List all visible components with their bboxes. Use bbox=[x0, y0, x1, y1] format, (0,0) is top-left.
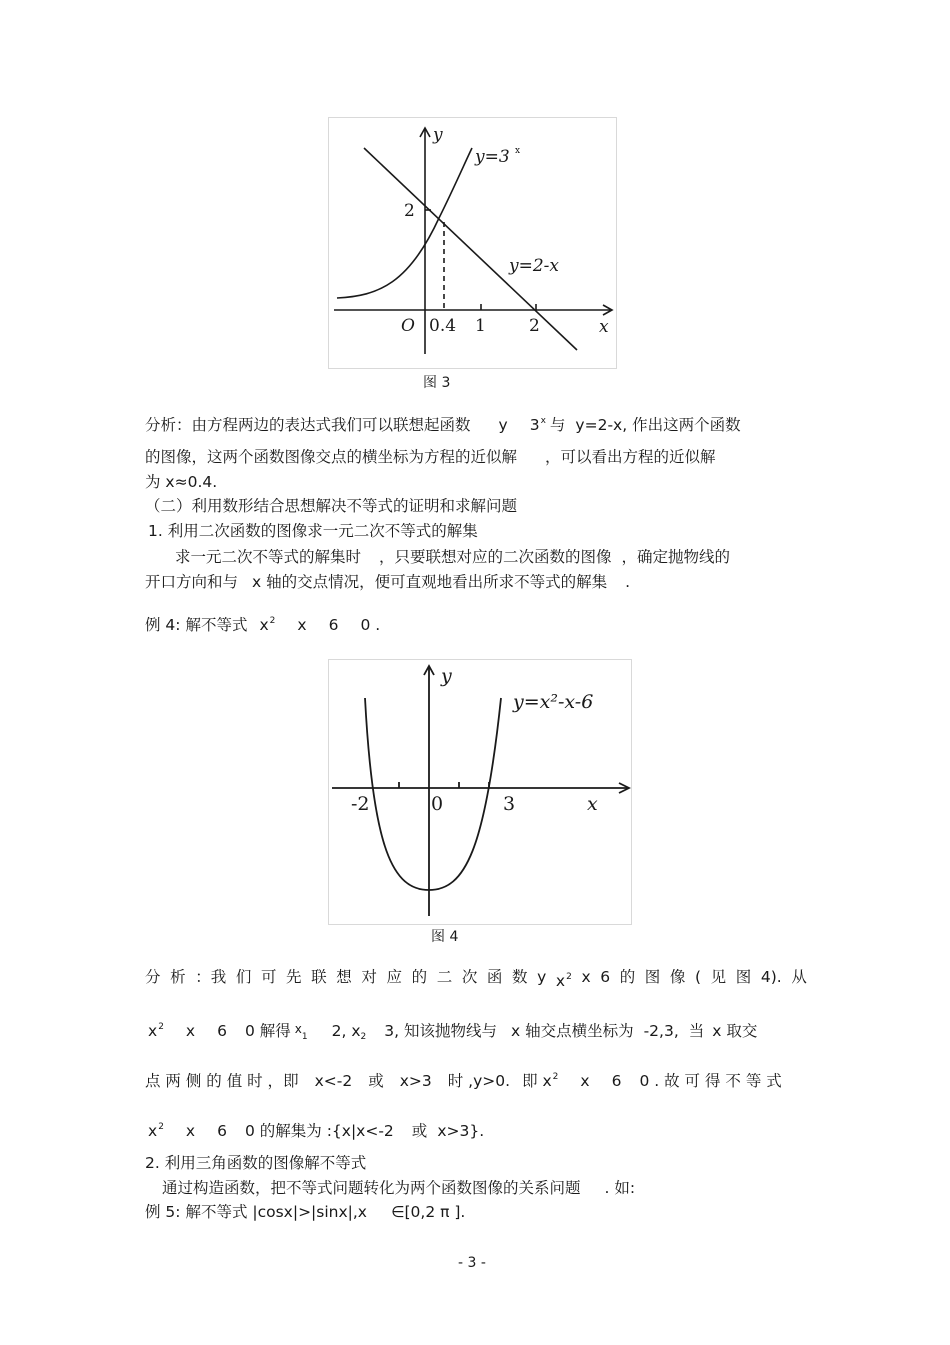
fig3-tick-2x: 2 bbox=[529, 316, 540, 336]
section-heading: （二）利用数形结合思想解决不等式的证明和求解问题 bbox=[145, 497, 518, 515]
para1-line2: 的图像，这两个函数图像交点的横坐标为方程的近似解 ，可以看出方程的近似解 bbox=[145, 448, 716, 466]
para2-line4: $x^2$ x 6 0 的解集为 :{x|x<-2 或 x>3}. bbox=[148, 1122, 485, 1140]
fig4-y-label: y bbox=[441, 665, 452, 687]
fig3-curve-label: y=3 bbox=[475, 147, 510, 167]
fig3-tick-2y: 2 bbox=[404, 201, 415, 221]
figure-3 bbox=[328, 117, 617, 369]
para1-line3: 为 x≈0.4. bbox=[145, 473, 218, 491]
fig4-x-label: x bbox=[587, 793, 598, 815]
line-y-2-x bbox=[364, 148, 577, 350]
para2-line3: 点 两 侧 的 值 时 ，即 x<-2 或 x>3 时 ,y>0. 即 $x^2$ x 6 0 . 故 可 得 不 等 式 bbox=[145, 1072, 782, 1090]
subheading-2: 2. 利用三角函数的图像解不等式 bbox=[145, 1154, 367, 1172]
fig4-curve-label: y=x²-x-6 bbox=[513, 691, 594, 713]
example-4: 例 4: 解不等式 $x^2$ x 6 0 . bbox=[145, 616, 381, 634]
fig4-tick-3: 3 bbox=[503, 793, 516, 815]
curve-y-3x bbox=[337, 148, 472, 298]
fig3-origin: O bbox=[401, 316, 415, 336]
fig4-tick-0: 0 bbox=[431, 793, 444, 815]
figure-3-caption: 图 3 bbox=[423, 375, 451, 391]
example-5: 例 5: 解不等式 |cosx|>|sinx|,x ∈[0,2 π ]. bbox=[145, 1203, 466, 1221]
para2-line2: $x^2$ x 6 0 解得 $x_1$ 2, $x_2$ 3, 知该抛物线与 x 轴交点横坐标为 -2,3, 当 x 取交 bbox=[148, 1022, 758, 1042]
fig3-tick-1: 1 bbox=[475, 316, 486, 336]
fig3-curve-exp: x bbox=[515, 146, 521, 156]
figure-4-caption: 图 4 bbox=[431, 929, 459, 945]
body-line2: 开口方向和与 x 轴的交点情况，便可直观地看出所求不等式的解集 . bbox=[145, 573, 631, 591]
fig3-line-label: y=2-x bbox=[509, 256, 559, 276]
body-line1: 求一元二次不等式的解集时 ，只要联想对应的二次函数的图像 ，确定抛物线的 bbox=[175, 548, 731, 566]
figure-4 bbox=[328, 659, 632, 925]
para1-line1: 分析：由方程两边的表达式我们可以联想起函数 y 3$^x$ 与 y=2-x, 作出这两个函数 bbox=[145, 416, 741, 434]
fig3-x-label: x bbox=[599, 317, 609, 337]
fig4-tick-m2: -2 bbox=[351, 793, 370, 815]
fig3-y-label: y bbox=[433, 125, 443, 145]
section3-body: 通过构造函数，把不等式问题转化为两个函数图像的关系问题 . 如: bbox=[162, 1179, 636, 1197]
subheading-1: 1. 利用二次函数的图像求一元二次不等式的解集 bbox=[148, 522, 478, 540]
page-number: - 3 - bbox=[458, 1255, 486, 1271]
para2-line1: 分 析 ：我 们 可 先 联 想 对 应 的 二 次 函 数 y $x^2$ x 6 的 图 像 ( 见 图 4). 从 bbox=[145, 968, 807, 990]
fig3-tick-04: 0.4 bbox=[429, 316, 457, 336]
